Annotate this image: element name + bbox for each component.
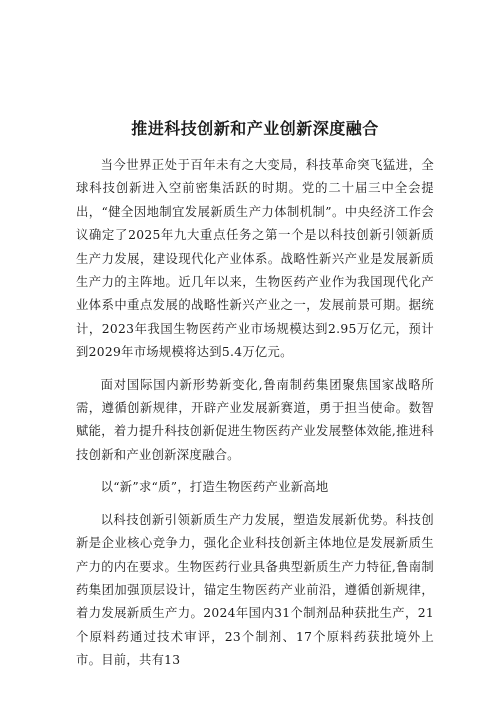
paragraph-innovation: 以科技创新引领新质生产力发展，塑造发展新优势。科技创新是企业核心竞争力，强化企业科技创新主体地位是发展新质生产力的内在要求。生物医药行业具备典型新质生产力特征,鲁南制药集团加强顶层设计，锚定生物医药产业前沿，遵循创新规律，着力发展新质生产力。2024年国内31个制剂品种获批生产，21个原料药通过技术审评，23个制剂、17个原料药获批境外上市。目前，共有13 (76, 512, 434, 668)
document-title: 推进科技创新和产业创新深度融合 (131, 119, 379, 138)
section-subheading: 以“新”求“质”，打造生物医药产业新高地 (100, 480, 329, 495)
paragraph-lunan: 面对国际国内新形势新变化,鲁南制药集团聚焦国家战略所需，遵循创新规律，开辟产业发展新赛道，勇于担当使命。数智赋能，着力提升科技创新促进生物医药产业发展整体效能,推进科技创新和产业创新深度融合。 (76, 377, 434, 462)
paragraph-intro: 当今世界正处于百年未有之大变局，科技革命突飞猛进，全球科技创新进入空前密集活跃的时期。党的二十届三中全会提出，“健全因地制宜发展新质生产力体制机制”。中央经济工作会议确定了2025年九大重点任务之第一个是以科技创新引领新质生产力发展，建设现代化产业体系。战略性新兴产业是发展新质生产力的主阵地。近几年以来，生物医药产业作为我国现代化产业体系中重点发展的战略性新兴产业之一，发展前景可期。据统计，2023年我国生物医药产业市场规模达到2.95万亿元，预计到2029年市场规模将达到5.4万亿元。 (76, 158, 434, 360)
